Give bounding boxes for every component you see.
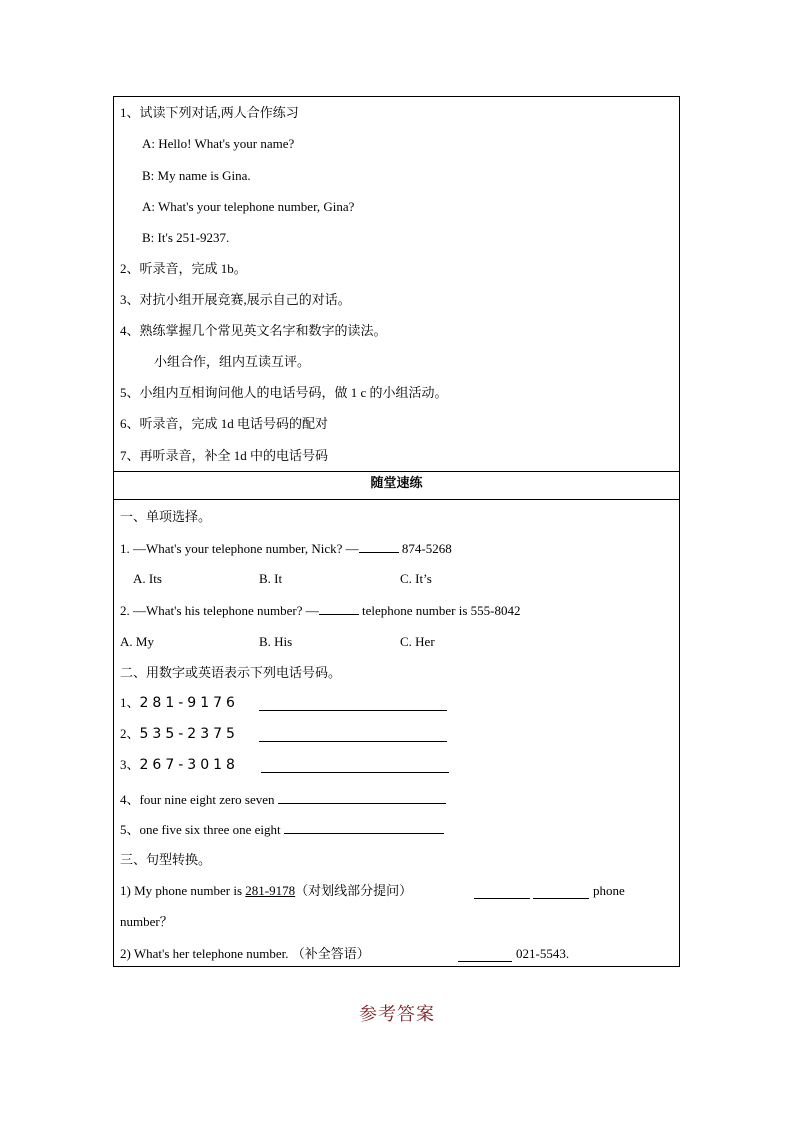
question-2 — [120, 602, 521, 619]
question-2-tail: telephone number is 555-8042 — [358, 603, 521, 618]
activity-1: 1、试读下列对话,两人合作练习 — [120, 105, 299, 120]
word-number: 4、four nine eight zero seven — [120, 792, 275, 807]
answer-key-title: 参考答案 — [359, 1004, 435, 1024]
word-item-4 — [120, 791, 446, 808]
option-c: C. It’s — [400, 571, 432, 586]
option-a: A. My — [120, 634, 154, 649]
activity-3: 3、对抗小组开展竞赛,展示自己的对话。 — [120, 292, 351, 307]
question-1-number: 874-5268 — [398, 541, 452, 556]
transform-1-tail: phone — [593, 883, 625, 898]
question-2-text: 2. —What's his telephone number? — — [120, 603, 319, 618]
option-c: C. Her — [400, 634, 435, 649]
dialogue-line-1: A: Hello! What's your name? — [142, 136, 295, 151]
phone-number: 267-3018 — [139, 757, 239, 773]
dialogue-line-2: B: My name is Gina. — [142, 168, 251, 183]
transform-1-text: 1) My phone number is — [120, 883, 246, 898]
phone-number: 535-2375 — [139, 726, 239, 742]
answer-blank[interactable] — [278, 791, 446, 804]
activity-6: 6、听录音，完成 1d 电话号码的配对 — [120, 416, 329, 431]
number-item-3 — [120, 757, 239, 773]
answer-blank[interactable] — [259, 729, 447, 742]
divider — [114, 471, 679, 472]
option-a: A. Its — [133, 571, 162, 586]
item-index: 1、 — [120, 695, 140, 710]
question-1-text: 1. —What's your telephone number, Nick? — — [120, 541, 359, 556]
number-item-1 — [120, 695, 239, 711]
question-1 — [120, 540, 452, 557]
activity-5: 5、小组内互相询问他人的电话号码，做 1 c 的小组活动。 — [120, 385, 448, 400]
dialogue-line-3: A: What's your telephone number, Gina? — [142, 199, 355, 214]
section-3-heading: 三、句型转换。 — [120, 852, 212, 867]
activity-7: 7、再听录音，补全 1d 中的电话号码 — [120, 448, 329, 463]
answer-blank[interactable] — [458, 949, 512, 962]
word-number: 5、one five six three one eight — [120, 822, 281, 837]
activity-4-note: 小组合作，组内互读互评。 — [154, 354, 311, 369]
word-item-5 — [120, 821, 444, 838]
answer-blank[interactable] — [319, 602, 359, 615]
underlined-number: 281-9178 — [245, 883, 296, 898]
answer-blank[interactable] — [284, 821, 444, 834]
section-2-heading: 二、用数字或英语表示下列电话号码。 — [120, 665, 342, 680]
answer-blank[interactable] — [533, 886, 589, 899]
option-b: B. His — [259, 634, 293, 649]
item-index: 3、 — [120, 757, 140, 772]
transform-2: 2) What's her telephone number. （补全答语） — [120, 946, 370, 961]
option-b: B. It — [259, 571, 283, 586]
dialogue-line-4: B: It's 251-9237. — [142, 230, 230, 245]
phone-number: 281-9176 — [139, 695, 239, 711]
transform-1-instruction: （对划线部分提问） — [295, 883, 413, 898]
transform-1 — [120, 883, 412, 899]
section-1-heading: 一、单项选择。 — [120, 509, 212, 524]
divider — [114, 499, 679, 500]
answer-blank[interactable] — [359, 540, 399, 553]
practice-title: 随堂速练 — [370, 475, 423, 490]
worksheet-table — [113, 96, 680, 967]
answer-blank[interactable] — [259, 698, 447, 711]
activity-2: 2、听录音，完成 1b。 — [120, 261, 247, 276]
transform-2-tail: 021-5543. — [516, 946, 570, 961]
item-index: 2、 — [120, 726, 140, 741]
activity-4: 4、熟练掌握几个常见英文名字和数字的读法。 — [120, 323, 387, 338]
number-item-2 — [120, 726, 239, 742]
answer-blank[interactable] — [261, 760, 449, 773]
transform-1-continued: number？ — [120, 914, 173, 929]
answer-blank[interactable] — [474, 886, 530, 899]
